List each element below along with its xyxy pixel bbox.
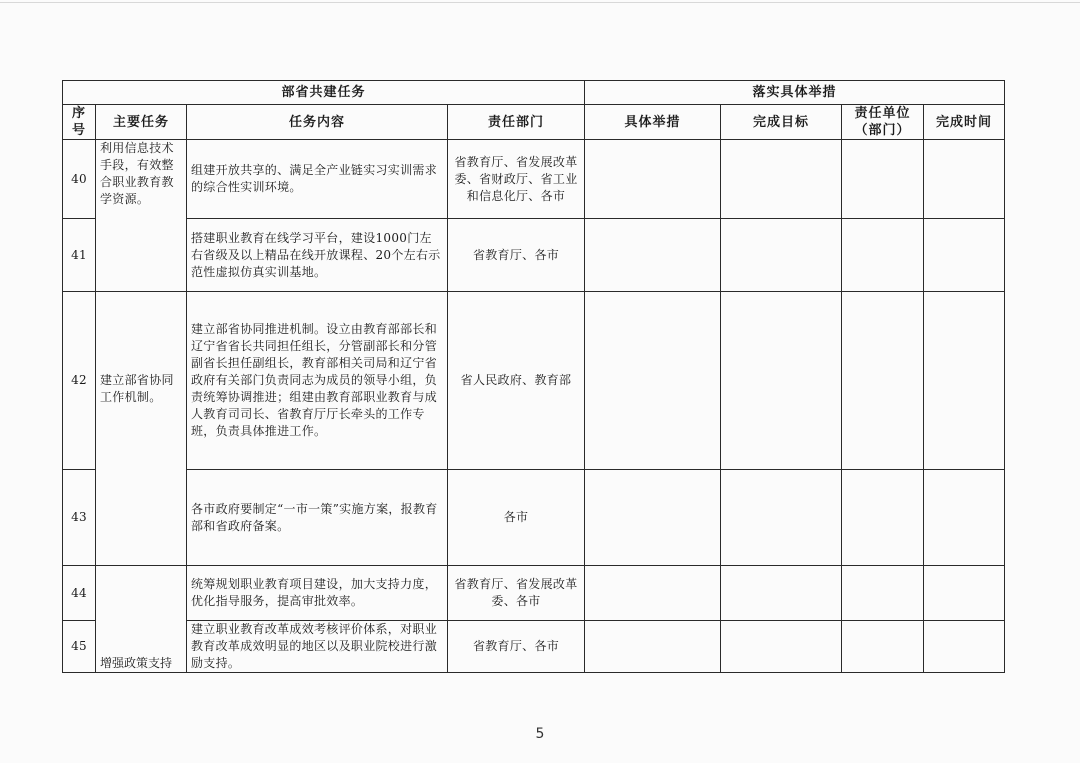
content-cell: 搭建职业教育在线学习平台，建设1000门左右省级及以上精品在线开放课程、20个左右示范性虚拟仿真实训基地。: [187, 219, 448, 292]
table-row: [63, 566, 1005, 621]
goal-cell: [721, 566, 842, 621]
measures-cell: [585, 470, 721, 566]
table-row: [63, 219, 1005, 292]
measures-cell: [585, 292, 721, 470]
dept-cell: 省教育厅、各市: [448, 219, 585, 292]
col-header-num: 序号: [63, 105, 96, 140]
content-cell: 组建开放共享的、满足全产业链实习实训需求的综合性实训环境。: [187, 140, 448, 219]
goal-cell: [721, 621, 842, 673]
col-header-task: 主要任务: [96, 105, 187, 140]
dept-cell: 省人民政府、教育部: [448, 292, 585, 470]
content-cell: 统筹规划职业教育项目建设，加大支持力度，优化指导服务，提高审批效率。: [187, 566, 448, 621]
time-cell: [924, 292, 1005, 470]
time-cell: [924, 621, 1005, 673]
task-cell: 建立部省协同工作机制。: [96, 292, 187, 566]
unit-cell: [842, 621, 924, 673]
column-header-row: [63, 105, 1005, 140]
table-row: [63, 292, 1005, 470]
unit-cell: [842, 140, 924, 219]
unit-cell: [842, 219, 924, 292]
goal-cell: [721, 140, 842, 219]
row-number: 45: [63, 621, 96, 673]
measures-cell: [585, 219, 721, 292]
goal-cell: [721, 470, 842, 566]
dept-cell: 各市: [448, 470, 585, 566]
group-header-left: 部省共建任务: [63, 81, 585, 105]
measures-cell: [585, 140, 721, 219]
group-header-right: 落实具体举措: [585, 81, 1005, 105]
row-number: 43: [63, 470, 96, 566]
col-header-goal: 完成目标: [721, 105, 842, 140]
unit-cell: [842, 292, 924, 470]
time-cell: [924, 470, 1005, 566]
task-cell: 利用信息技术手段，有效整合职业教育教学资源。: [96, 140, 187, 292]
content-cell: 各市政府要制定“一市一策”实施方案，报教育部和省政府备案。: [187, 470, 448, 566]
dept-cell: 省教育厅、各市: [448, 621, 585, 673]
measures-cell: [585, 566, 721, 621]
table-row: [63, 621, 1005, 673]
unit-cell: [842, 566, 924, 621]
row-number: 40: [63, 140, 96, 219]
content-cell: 建立部省协同推进机制。设立由教育部部长和辽宁省省长共同担任组长，分管副部长和分管副省长担任副组长，教育部相关司局和辽宁省政府有关部门负责同志为成员的领导小组，负责统筹协调推进；组建由教育部职业教育与成人教育司司长、省教育厅厅长牵头的工作专班，负责具体推进工作。: [187, 292, 448, 470]
task-table: [62, 80, 1005, 673]
page-number: 5: [535, 726, 545, 742]
goal-cell: [721, 219, 842, 292]
page-top-rule: [0, 2, 1080, 3]
table-row: [63, 470, 1005, 566]
row-number: 44: [63, 566, 96, 621]
time-cell: [924, 219, 1005, 292]
row-number: 42: [63, 292, 96, 470]
dept-cell: 省教育厅、省发展改革委、省财政厅、省工业和信息化厅、各市: [448, 140, 585, 219]
time-cell: [924, 140, 1005, 219]
unit-cell: [842, 470, 924, 566]
row-number: 41: [63, 219, 96, 292]
col-header-measures: 具体举措: [585, 105, 721, 140]
table-row: [63, 140, 1005, 219]
content-cell: 建立职业教育改革成效考核评价体系，对职业教育改革成效明显的地区以及职业院校进行激励支持。: [187, 621, 448, 673]
task-cell: 增强政策支持: [96, 566, 187, 673]
dept-cell: 省教育厅、省发展改革委、各市: [448, 566, 585, 621]
col-header-dept: 责任部门: [448, 105, 585, 140]
col-header-time: 完成时间: [924, 105, 1005, 140]
goal-cell: [721, 292, 842, 470]
col-header-content: 任务内容: [187, 105, 448, 140]
measures-cell: [585, 621, 721, 673]
col-header-unit: 责任单位（部门）: [842, 105, 924, 140]
group-header-row: [63, 81, 1005, 105]
time-cell: [924, 566, 1005, 621]
